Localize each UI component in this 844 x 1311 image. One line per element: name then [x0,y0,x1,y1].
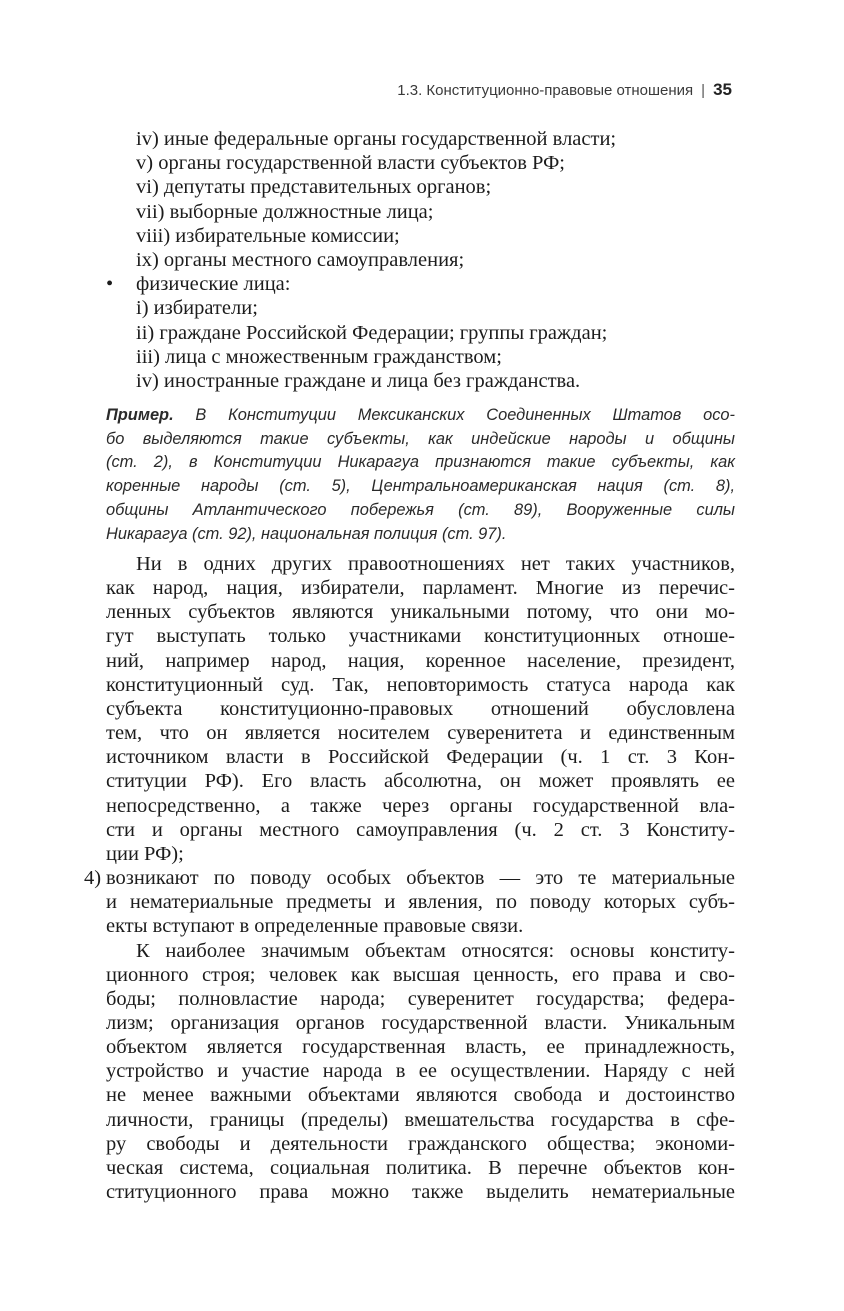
list-item: iv) иные федеральные органы государственной власти; [136,128,617,150]
example-first-line: В Конституции Мексиканских Соединенных Штатов осо- [173,406,735,424]
paragraph-line: устройство и участие народа в ее осуществлении. Наряду с ней [106,1060,735,1083]
paragraph-line: тем, что он является носителем суверенитета и единственным [106,722,735,745]
paragraph-line: ру свободы и деятельности гражданского общества; экономи- [106,1132,735,1155]
numbered-item-4 [84,866,735,938]
body-text [84,552,735,1204]
paragraph-line: ституции РФ). Его власть абсолютна, он может проявлять ее [106,770,735,793]
example-line: (ст. 2), в Конституции Никарагуа признаются такие субъекты, как [106,453,735,472]
header-separator: | [701,81,706,99]
example-line [106,404,735,428]
paragraph-line: К наиболее значимым объектам относятся: основы конститу- [136,939,735,962]
paragraph-line: боды; полновластие народа; суверенитет государства; федера- [106,987,735,1010]
paragraph-line: гут выступать только участниками конституционных отноше- [106,625,735,648]
paragraph-line: непосредственно, а также через органы государственной вла- [106,794,735,817]
list-item: ix) органы местного самоуправления; [136,249,465,272]
page-number: 35 [713,80,732,99]
list-item: iii) лица с множественным гражданством; [136,345,502,368]
paragraph-line: не менее важными объектами являются свобода и достоинство [106,1084,735,1107]
list-item: i) избиратели; [136,297,258,320]
subjects-list [106,127,746,393]
section-title: 1.3. Конституционно-правовые отношения [397,81,694,99]
bullet-item-individuals [106,272,746,296]
list-item: ii) граждане Российской Федерации; группы граждан; [136,321,608,344]
paragraph-line: субъекта конституционно-правовых отношений обусловлена [106,697,735,720]
paragraph-line: ческая система, социальная политика. В перечне объектов кон- [106,1156,735,1179]
example-line: бо выделяются такие субъекты, как индейские народы и общины [106,429,735,448]
bullet-icon: • [106,273,114,296]
paragraph-line: сти и органы местного самоуправления (ч. 2 ст. 3 Конститу- [106,818,735,841]
example-block [106,404,735,546]
paragraph-line: возникают по поводу особых объектов — это те материальные [106,867,735,890]
paragraph-line: конституционный суд. Так, неповторимость статуса народа как [106,673,735,696]
example-line: общины Атлантического побережья (ст. 89), Вооруженные силы [106,500,735,519]
list-item: v) органы государственной власти субъектов РФ; [136,152,565,175]
list-item: viii) избирательные комиссии; [136,224,400,247]
paragraph-line: ции РФ); [106,842,184,865]
paragraph-line: личности, границы (пределы) вмешательства государства в сфе- [106,1108,735,1131]
paragraph-line: источником власти в Российской Федерации (ч. 1 ст. 3 Кон- [106,746,735,769]
paragraph-line: ституционного права можно также выделить нематериальные [106,1181,735,1204]
paragraph-line: екты вступают в определенные правовые связи. [106,915,524,938]
running-header [397,80,732,100]
paragraph-line: как народ, нация, избиратели, парламент. Многие из перечис- [106,577,735,600]
example-line: Никарагуа (ст. 92), национальная полиция (ст. 97). [106,524,507,543]
item-marker: 4) [84,867,102,890]
list-item: vi) депутаты представительных органов; [136,176,492,199]
paragraph-line: Ни в одних других правоотношениях нет таких участников, [136,553,735,575]
list-item: iv) иностранные граждане и лица без гражданства. [136,370,581,393]
example-line: коренные народы (ст. 5), Центральноамериканская нация (ст. 8), [106,477,735,496]
paragraph-line: ленных субъектов являются уникальными потому, что они мо- [106,601,735,624]
bullet-label: физические лица: [136,273,291,296]
paragraph-line: лизм; организация органов государственной власти. Уникальным [106,1011,735,1034]
list-item: vii) выборные должностные лица; [136,200,434,223]
paragraph-line: и нематериальные предметы и явления, по поводу которых субъ- [106,891,735,914]
paragraph-line: ний, например народ, нация, коренное население, президент, [106,649,735,672]
paragraph-line: объектом является государственная власть, ее принадлежность, [106,1036,735,1059]
paragraph-line: ционного строя; человек как высшая ценность, его права и сво- [106,963,735,986]
example-label: Пример. [106,406,174,424]
